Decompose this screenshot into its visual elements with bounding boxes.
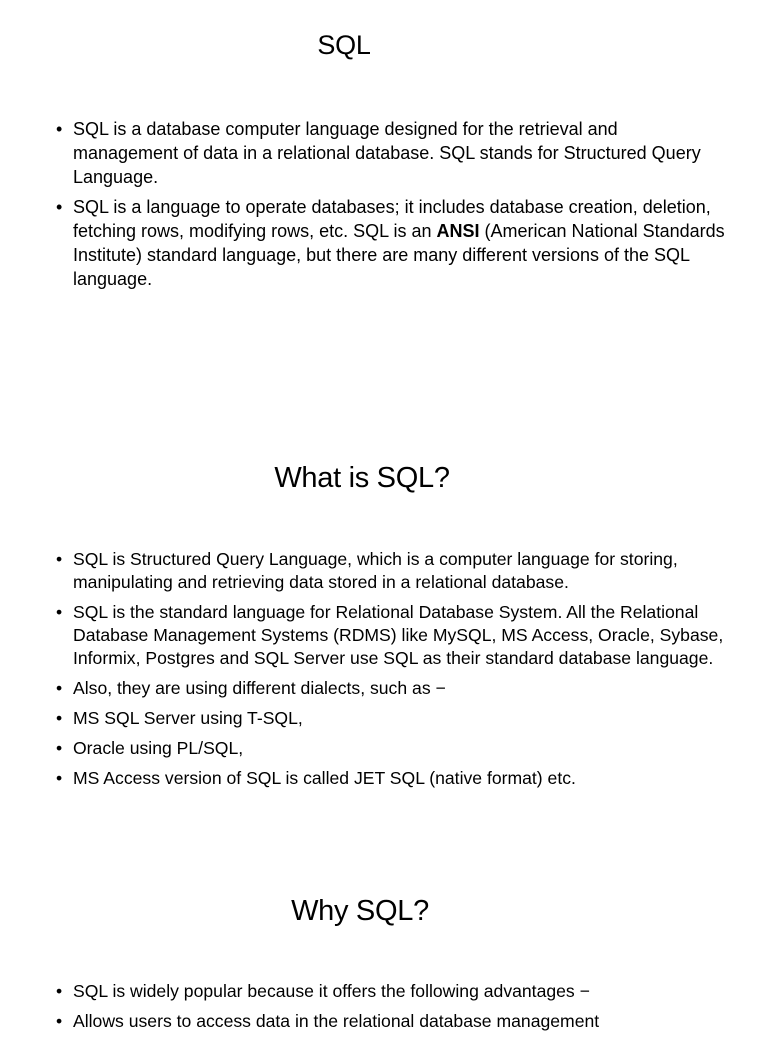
slide-title: What is SQL? xyxy=(274,462,450,494)
bullet-text: SQL is widely popular because it offers the following advantages − xyxy=(73,981,590,1001)
bullet-text: Also, they are using different dialects, such as − xyxy=(73,678,446,698)
bullet-icon: • xyxy=(56,738,63,758)
list-item xyxy=(56,707,726,730)
slide-sql-intro xyxy=(0,0,768,400)
bullet-icon: • xyxy=(56,119,63,139)
bullet-text-before: SQL is a language to operate databases; it includes database creation, deletion, fetching rows, modifying rows, etc. SQL is an xyxy=(73,197,711,241)
slide-what-is-sql xyxy=(0,430,768,850)
bullet-list xyxy=(56,548,726,797)
bullet-icon: • xyxy=(56,197,63,217)
bullet-text: MS Access version of SQL is called JET SQL (native format) etc. xyxy=(73,768,576,788)
bullet-text-after: (American National Standards Institute) standard language, but there are many different versions of the SQL language. xyxy=(73,221,725,289)
list-item xyxy=(56,737,726,760)
bullet-icon: • xyxy=(56,1011,63,1031)
list-item xyxy=(56,980,726,1003)
bullet-text: MS SQL Server using T-SQL, xyxy=(73,708,303,728)
list-item xyxy=(56,601,726,670)
bullet-icon: • xyxy=(56,602,63,622)
slide-why-sql xyxy=(0,862,768,1031)
list-item xyxy=(56,548,726,594)
bullet-icon: • xyxy=(56,768,63,788)
list-item xyxy=(56,677,726,700)
list-item xyxy=(56,195,726,291)
bullet-text: SQL is the standard language for Relational Database System. All the Relational Database Management Systems (RDMS) like MySQL, MS Access, Oracle, Sybase, Informix, Postgres and SQL Server use SQL as their standard database language. xyxy=(73,602,724,668)
bullet-text: SQL is a database computer language designed for the retrieval and management of data in a relational database. SQL stands for Structured Query Language. xyxy=(73,119,701,187)
bullet-icon: • xyxy=(56,678,63,698)
list-item xyxy=(56,1010,726,1033)
ansi-bold-term: ANSI xyxy=(436,221,480,241)
bullet-list xyxy=(56,980,726,1040)
list-item xyxy=(56,767,726,790)
list-item xyxy=(56,117,726,189)
bullet-text: Oracle using PL/SQL, xyxy=(73,738,244,758)
bullet-icon: • xyxy=(56,708,63,728)
bullet-icon: • xyxy=(56,549,63,569)
bullet-list xyxy=(56,117,726,297)
bullet-text: Allows users to access data in the relational database management xyxy=(73,1011,600,1031)
slide-title: SQL xyxy=(317,30,371,60)
bullet-text: SQL is Structured Query Language, which is a computer language for storing, manipulating and retrieving data stored in a relational database. xyxy=(73,549,678,592)
bullet-icon: • xyxy=(56,981,63,1001)
slide-title: Why SQL? xyxy=(291,895,429,927)
